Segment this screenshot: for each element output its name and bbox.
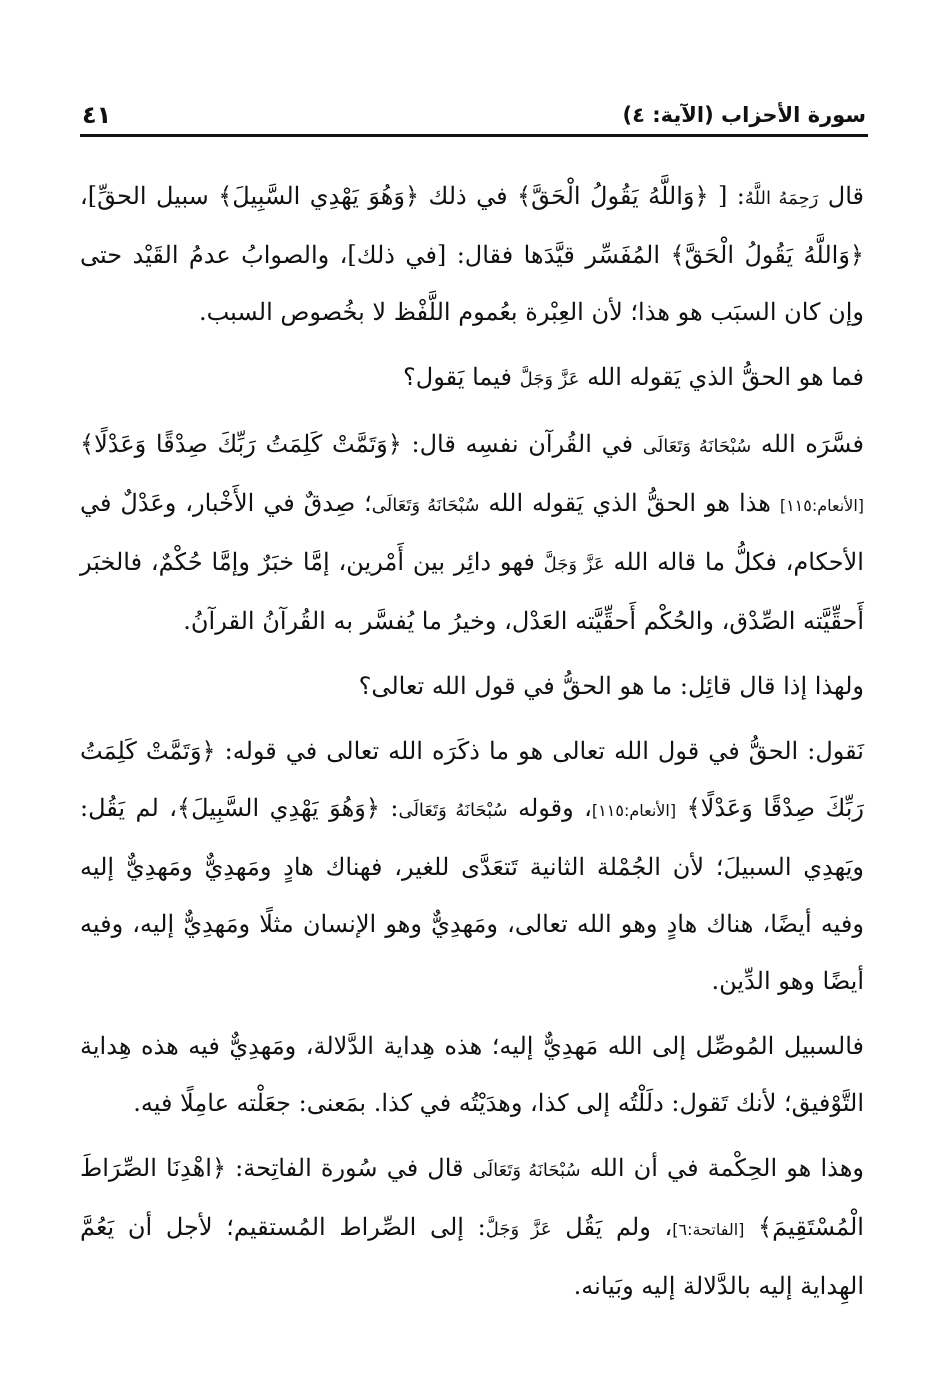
- verse-reference: [الفاتحة:٦]: [672, 1220, 745, 1239]
- honorific: سُبْحَانَهُ وَتَعَالَى: [371, 495, 480, 516]
- paragraph: [80, 658, 864, 715]
- text-run: ، لم يَقُل: ويَهدِي السبيلَ؛ لأن الجُمْلة الثانية تَتعَدَّى للغير، فهناك هادٍ ومَهدِيٌّ ومَهدِيٌّ إليه وفيه أيضًا، هناك هادٍ وهو الله تعالى، ومَهدِيٌّ وهو الإنسان مثلًا ومَهدِيٌّ إليه، وفيه أيضًا وهو الدِّين.: [80, 794, 864, 995]
- paragraph: [80, 349, 864, 408]
- text-run: هذا هو الحقُّ الذي يَقوله الله: [479, 489, 780, 517]
- text-run: وهذا هو الحِكْمة في أن الله: [580, 1154, 864, 1182]
- text-run: ، وقوله: [507, 794, 592, 822]
- text-run: فهو دائِر بين أَمْرين، إمَّا خبَرٌ وإمَّا حُكْمٌ، فالخبَر أَحقِّيَّته الصِّدْق، والحُكْم أَحقِّيَّته العَدْل، وخيرُ ما يُفسَّر به القُرآنُ القرآنُ.: [80, 548, 864, 635]
- honorific: عَزَّ وَجَلَّ: [485, 1219, 552, 1240]
- paragraph: [80, 168, 864, 341]
- paragraph: [80, 723, 864, 1010]
- text-run: المُفَسِّر قيَّدَها فقال: [في ذلك]، والصوابُ عدمُ القَيْد حتى وإن كان السبَب هو هذا؛ لأن العِبْرة بعُموم اللَّفْظ لا بخُصوص السبب.: [80, 241, 864, 326]
- quran-verse: ﴿اهْدِنَا الصِّرَاطَ الْمُسْتَقِيمَ﴾: [80, 1154, 864, 1241]
- page-header: [82, 98, 866, 132]
- text-run: فالسبيل المُوصِّل إلى الله مَهدِيٌّ إليه؛ هذه هِداية الدَّلالة، ومَهدِيٌّ فيه هذه هِداية التَّوْفيق؛ لأنك تَقول: دلَلْتُه إلى كذا، وهدَيْتُه في كذا. بمَعنى: جعَلْته عامِلًا فيه.: [80, 1032, 864, 1117]
- text-run: [744, 1213, 758, 1241]
- paragraph: [80, 416, 864, 650]
- verse-reference: [الأنعام:١١٥]: [779, 496, 864, 515]
- quran-verse: ﴿وَاللَّهُ يَقُولُ الْحَقَّ﴾: [517, 182, 709, 210]
- text-run: [676, 794, 686, 822]
- text-run: : [: [708, 182, 745, 210]
- text-run: في ذلك: [419, 182, 518, 210]
- text-run: سبيل الحقِّ]،: [80, 182, 219, 210]
- text-run: ، ولم يَقُل: [551, 1213, 673, 1241]
- text-run: : إلى الصِّراط المُستقيم؛ لأجل أن يَعُمَّ الهِداية إليه بالدَّلالة إليه وبَيانه.: [80, 1213, 864, 1300]
- honorific: سُبْحَانَهُ وَتَعَالَى: [642, 436, 752, 457]
- header-rule: [80, 134, 868, 137]
- honorific: عَزَّ وَجَلَّ: [543, 554, 605, 575]
- text-run: ؛ صِدقٌ في الأَخْبار، وعَدْلٌ في الأحكام، فكلُّ ما قاله الله: [80, 489, 864, 576]
- quran-verse: ﴿وَتَمَّتْ كَلِمَتُ رَبِّكَ صِدْقًا وَعَدْلًا﴾: [80, 737, 865, 822]
- page-body: [80, 168, 864, 1323]
- text-run: قال: [818, 182, 865, 210]
- honorific: سُبْحَانَهُ وَتَعَالَى: [398, 800, 508, 821]
- paragraph: [80, 1018, 864, 1132]
- honorific: عَزَّ وَجَلَّ: [519, 369, 580, 390]
- page-number: ٤١: [82, 101, 112, 129]
- text-run: نَقول: الحقُّ في قول الله تعالى هو ما ذكَرَه الله تعالى في قوله:: [215, 737, 864, 765]
- text-run: فسَّرَه الله: [751, 430, 865, 458]
- text-run: ولهذا إذا قال قائِل: ما هو الحقُّ في قول الله تعالى؟: [358, 672, 864, 700]
- honorific: رَحِمَهُ اللَّهُ: [744, 188, 819, 209]
- surah-title: سورة الأحزاب (الآية: ٤): [622, 103, 866, 127]
- text-run: فيما يَقول؟: [403, 363, 520, 391]
- text-run: فما هو الحقُّ الذي يَقوله الله: [579, 363, 864, 391]
- quran-verse: ﴿وَتَمَّتْ كَلِمَتُ رَبِّكَ صِدْقًا وَعَدْلًا﴾: [80, 430, 402, 458]
- quran-verse: ﴿وَهُوَ يَهْدِي السَّبِيلَ﴾: [177, 794, 380, 822]
- paragraph: [80, 1140, 864, 1315]
- quran-verse: ﴿وَاللَّهُ يَقُولُ الْحَقَّ﴾: [670, 241, 864, 269]
- text-run: قال في سُورة الفاتِحة:: [226, 1154, 473, 1182]
- text-run: في القُرآن نفسِه قال:: [401, 430, 643, 458]
- text-run: :: [379, 794, 399, 822]
- honorific: سُبْحَانَهُ وَتَعَالَى: [472, 1160, 581, 1181]
- quran-verse: ﴿وَهُوَ يَهْدِي السَّبِيلَ﴾: [218, 182, 420, 210]
- verse-reference: [الأنعام:١١٥]: [591, 801, 677, 820]
